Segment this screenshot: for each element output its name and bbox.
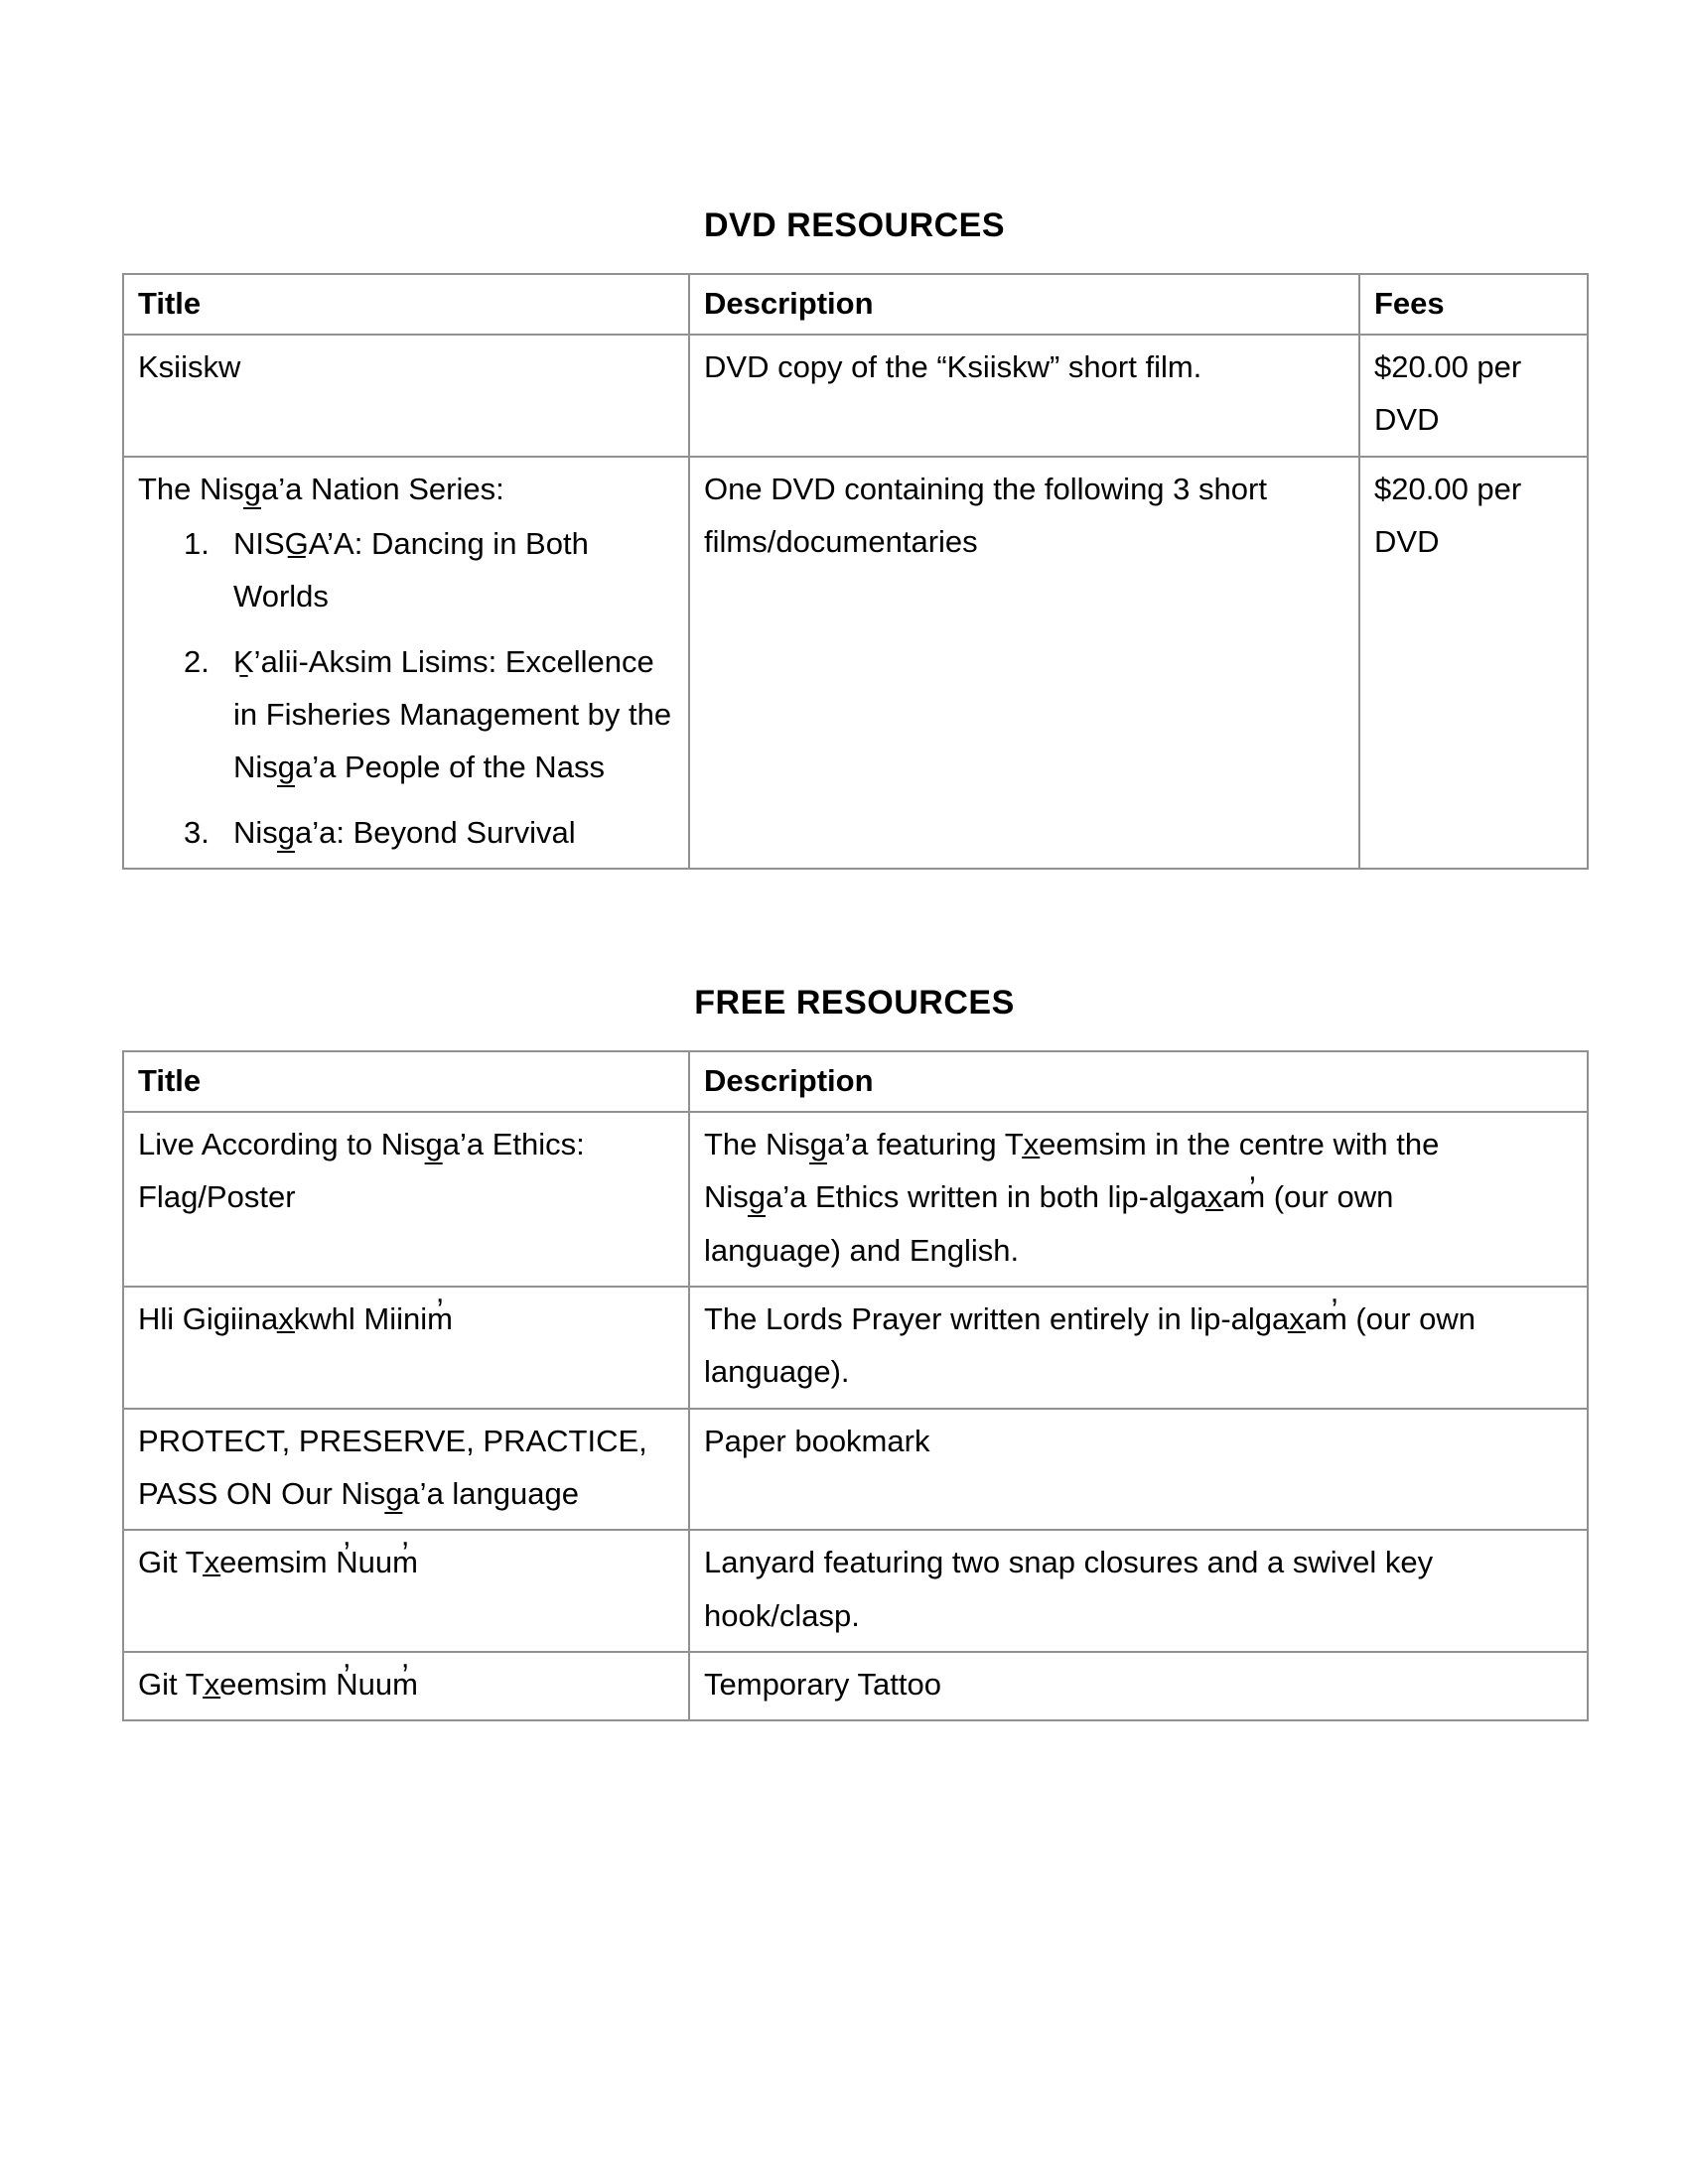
dvd-table-header-row: [123, 274, 1588, 335]
film-list: [138, 517, 674, 859]
description-cell: [689, 457, 1359, 869]
film-list-item: [138, 635, 674, 794]
fees-cell: $20.00 per DVD: [1359, 457, 1588, 869]
title-cell: [123, 457, 689, 869]
title-cell: Git Tx̲eemsim N̓uum̓: [123, 1530, 689, 1652]
free-table-header-row: [123, 1051, 1588, 1112]
title-cell: Ksiiskw: [123, 335, 689, 457]
table-row: [123, 1530, 1588, 1652]
film-number: 1.: [184, 526, 210, 562]
description-cell: [689, 1112, 1588, 1287]
dvd-resources-heading: DVD RESOURCES: [703, 206, 1006, 244]
dvd-column-header-description: Description: [689, 274, 1359, 335]
dvd-column-header-title: Title: [123, 274, 689, 335]
film-number: 2.: [184, 643, 210, 679]
table-row: [123, 1112, 1588, 1287]
free-resources-heading: FREE RESOURCES: [694, 983, 1015, 1022]
table-row: [123, 1287, 1588, 1409]
description-text: The Lords Prayer written entirely in lip-algax̲am̓ (our own language).: [704, 1301, 1477, 1390]
dvd-column-header-fees: Fees: [1359, 274, 1588, 335]
description-text: Paper bookmark: [704, 1423, 930, 1458]
description-cell: [689, 1287, 1588, 1409]
table-row: [123, 1652, 1588, 1720]
description-cell: [689, 1409, 1588, 1531]
free-column-header-description: Description: [689, 1051, 1588, 1112]
film-list-item: [138, 517, 674, 623]
title-cell: Git Tx̲eemsim N̓uum̓: [123, 1652, 689, 1720]
description-text: The Nisg̲a’a featuring Tx̲eemsim in the centre with the Nisg̲a’a Ethics written in both lip-algax̲am̓ (our own language) and English.: [704, 1127, 1440, 1268]
film-number: 3.: [184, 814, 210, 850]
free-column-header-title: Title: [123, 1051, 689, 1112]
film-title: NISG̲A’A: Dancing in Both Worlds: [233, 526, 589, 614]
dvd-resources-table: [122, 273, 1589, 870]
description-cell: [689, 1530, 1588, 1652]
table-row: [123, 457, 1588, 869]
description-cell: DVD copy of the “Ksiiskw” short film.: [689, 335, 1359, 457]
title-cell: Hli Gigiinax̲kwhl Miinim̓: [123, 1287, 689, 1409]
table-row: [123, 1409, 1588, 1531]
title-cell: PROTECT, PRESERVE, PRACTICE, PASS ON Our Nisg̲a’a language: [123, 1409, 689, 1531]
series-intro: The Nisg̲a’a Nation Series:: [138, 471, 504, 506]
film-title: Ḵ’alii-Aksim Lisims: Excellence in Fisheries Management by the Nisg̲a’a People of the Nass: [233, 643, 672, 785]
free-resources-table: [122, 1050, 1589, 1721]
description-text: Lanyard featuring two snap closures and a swivel key hook/clasp.: [704, 1545, 1434, 1633]
table-row: [123, 335, 1588, 457]
description-text: Temporary Tattoo: [704, 1666, 941, 1702]
fees-cell: $20.00 per DVD: [1359, 335, 1588, 457]
film-list-item: [138, 806, 674, 859]
title-cell: Live According to Nisg̲a’a Ethics: Flag/Poster: [123, 1112, 689, 1287]
description-cell: [689, 1652, 1588, 1720]
film-title: Nisg̲a’a: Beyond Survival: [233, 814, 576, 850]
description-text: One DVD containing the following 3 short films/documentaries: [704, 471, 1267, 560]
